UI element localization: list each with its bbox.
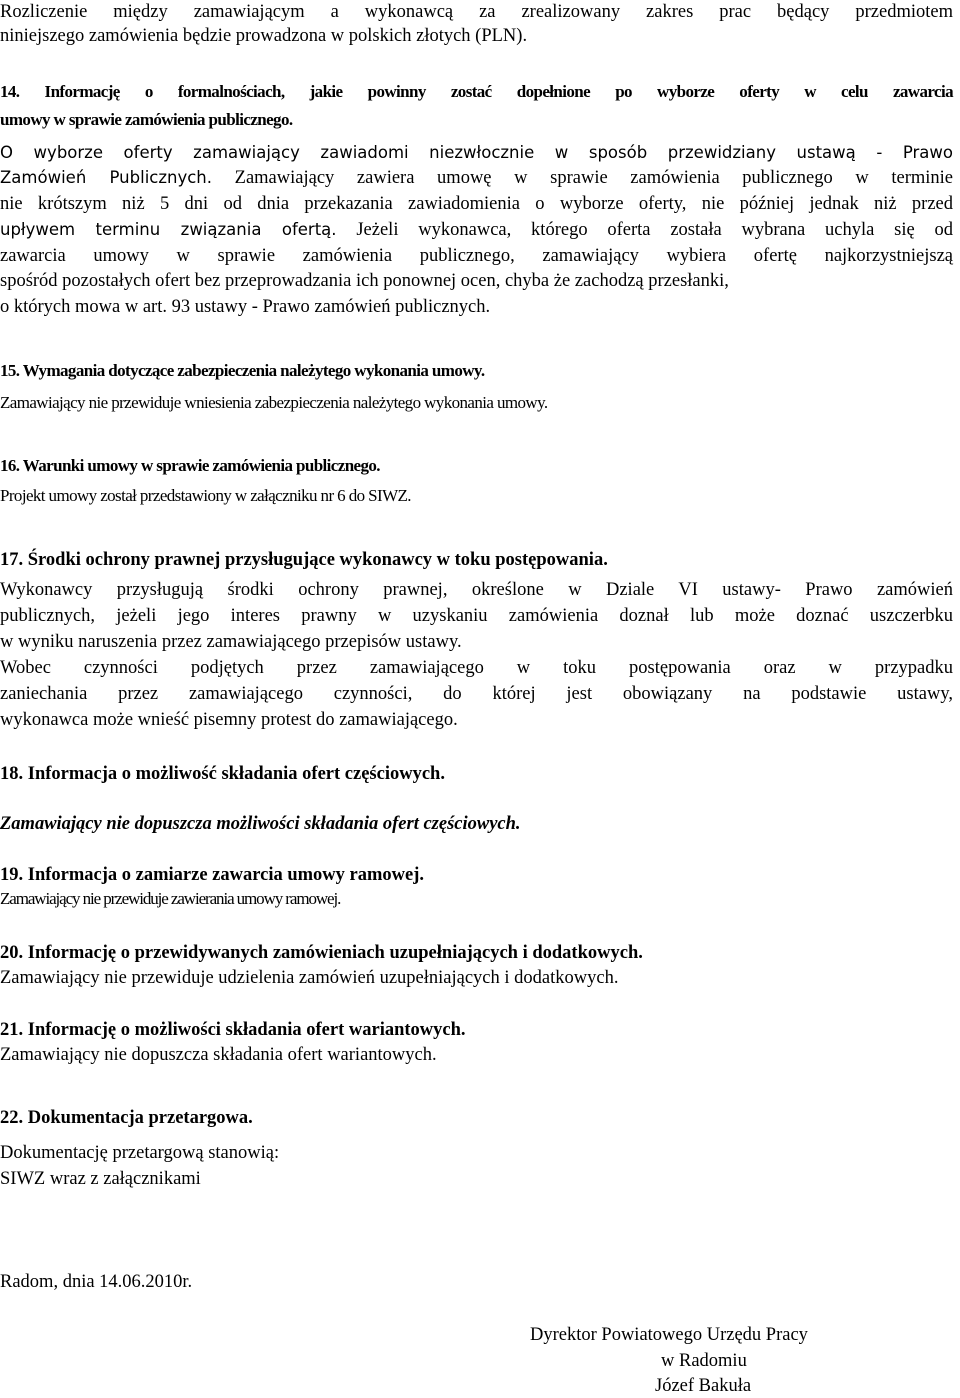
section-20-body: Zamawiający nie przewiduje udzielenia zamówień uzupełniających i dodatkowych.	[0, 968, 619, 988]
section-14-body-line-3: nie krótszym niż 5 dni od dnia przekazania zawiadomienia o wyborze oferty, nie później jednak niż przed	[0, 194, 953, 214]
section-17-body-line-1: Wykonawcy przysługują środki ochrony prawnej, określone w Dziale VI ustawy- Prawo zamówień	[0, 580, 953, 600]
intro-line-1: Rozliczenie między zamawiającym a wykonawcą za zrealizowany zakres prac będący przedmiotem	[0, 2, 953, 22]
section-22-heading: 22. Dokumentacja przetargowa.	[0, 1108, 253, 1128]
section-14-heading-line-1: 14. Informację o formalnościach, jakie powinny zostać dopełnione po wyborze oferty w celu zawarcia	[0, 82, 953, 101]
section-19-body: Zamawiający nie przewiduje zawierania umowy ramowej.	[0, 889, 341, 908]
section-14-body-line-4	[0, 218, 953, 242]
section-15-body: Zamawiający nie przewiduje wniesienia zabezpieczenia należytego wykonania umowy.	[0, 393, 548, 412]
section-17-heading: 17. Środki ochrony prawnej przysługujące wykonawcy w toku postępowania.	[0, 550, 608, 570]
section-14-body-line-7: o których mowa w art. 93 ustawy - Prawo zamówień publicznych.	[0, 297, 491, 317]
section-18-heading: 18. Informacja o możliwość składania ofert częściowych.	[0, 764, 445, 784]
section-14-body-line-2a: Zamówień Publicznych.	[0, 168, 213, 187]
section-17-body-line-2: publicznych, jeżeli jego interes prawny w uzyskaniu zamówienia doznał lub może doznać uszczerbku	[0, 606, 953, 626]
section-21-heading: 21. Informację o możliwości składania ofert wariantowych.	[0, 1020, 466, 1040]
section-17-body-line-4: Wobec czynności podjętych przez zamawiającego w toku postępowania oraz w przypadku	[0, 658, 953, 678]
section-16-body: Projekt umowy został przedstawiony w załączniku nr 6 do SIWZ.	[0, 486, 411, 505]
section-22-body-line-1: Dokumentację przetargową stanowią:	[0, 1143, 280, 1163]
section-16-heading: 16. Warunki umowy w sprawie zamówienia publicznego.	[0, 456, 380, 475]
section-17-body-line-3: w wyniku naruszenia przez zamawiającego przepisów ustawy.	[0, 632, 462, 652]
section-21-body: Zamawiający nie dopuszcza składania ofert wariantowych.	[0, 1045, 437, 1065]
section-20-heading: 20. Informację o przewidywanych zamówieniach uzupełniających i dodatkowych.	[0, 943, 643, 963]
section-14-body-line-4b: Jeżeli wykonawca, którego oferta została wybrana uchyla się od	[336, 220, 953, 240]
place-date: Radom, dnia 14.06.2010r.	[0, 1272, 193, 1292]
signature-line-1: Dyrektor Powiatowego Urzędu Pracy	[530, 1325, 808, 1345]
section-15-heading: 15. Wymagania dotyczące zabezpieczenia należytego wykonania umowy.	[0, 361, 485, 380]
section-14-body-line-1: O wyborze oferty zamawiający zawiadomi niezwłocznie w sposób przewidziany ustawą - Prawo	[0, 143, 953, 162]
section-14-body-line-4a: upływem terminu związania ofertą.	[0, 220, 337, 239]
section-14-body-line-2	[0, 166, 953, 190]
section-14-body-line-5: zawarcia umowy w sprawie zamówienia publicznego, zamawiający wybiera ofertę najkorzystniejszą	[0, 246, 953, 266]
section-17-body-line-5: zaniechania przez zamawiającego czynności, do której jest obowiązany na podstawie ustawy,	[0, 684, 953, 704]
section-18-body: Zamawiający nie dopuszcza możliwości składania ofert częściowych.	[0, 814, 521, 834]
signature-line-2: w Radomiu	[661, 1351, 747, 1371]
section-14-body-line-6: spośród pozostałych ofert bez przeprowadzania ich ponownej ocen, chyba że zachodzą przesłanki,	[0, 271, 729, 291]
section-14-body-line-2b: Zamawiający zawiera umowę w sprawie zamówienia publicznego w terminie	[212, 168, 953, 188]
signature-line-3: Józef Bakuła	[655, 1376, 752, 1396]
section-17-body-line-6: wykonawca może wnieść pisemny protest do zamawiającego.	[0, 710, 458, 730]
section-22-body-line-2: SIWZ wraz z załącznikami	[0, 1169, 201, 1189]
section-19-heading: 19. Informacja o zamiarze zawarcia umowy ramowej.	[0, 865, 425, 885]
section-14-heading-line-2: umowy w sprawie zamówienia publicznego.	[0, 110, 293, 129]
intro-line-2: niniejszego zamówienia będzie prowadzona w polskich złotych (PLN).	[0, 26, 528, 46]
